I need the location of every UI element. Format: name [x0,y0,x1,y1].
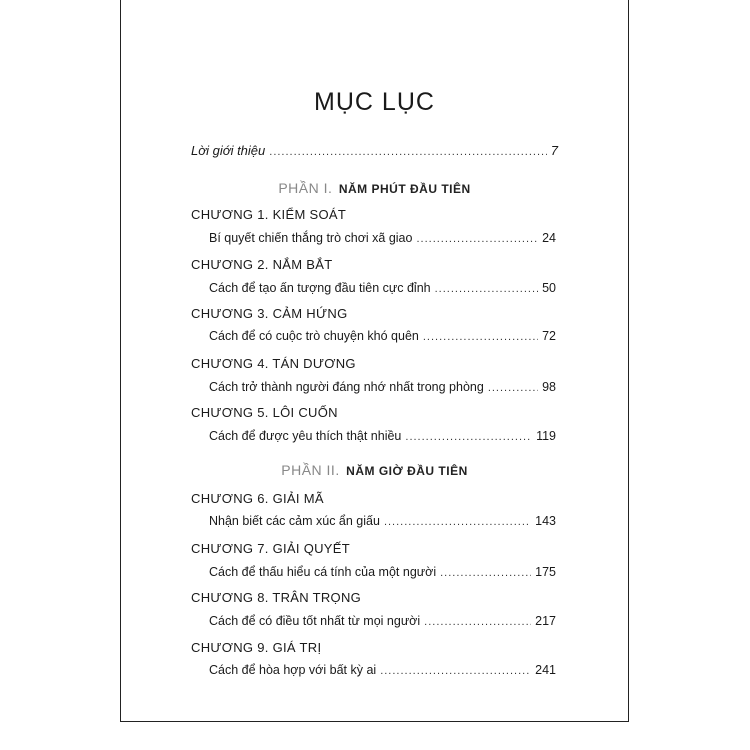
dot-leader [269,146,547,158]
toc-entry-label: Cách để có cuộc trò chuyện khó quên [209,329,419,343]
toc-entry [209,565,556,579]
dot-leader [423,331,538,343]
part-heading [121,462,628,480]
toc-entry-page: 217 [535,614,556,628]
toc-intro-entry [191,143,558,158]
toc-entry [209,663,556,677]
toc-entry-page: 50 [542,281,556,295]
toc-entry-label: Nhận biết các cảm xúc ẩn giấu [209,514,380,528]
toc-entry [209,429,556,443]
dot-leader [424,616,531,628]
dot-leader [416,233,538,245]
toc-entry-page: 24 [542,231,556,245]
toc-entry-label: Cách trở thành người đáng nhớ nhất trong phòng [209,380,484,394]
part-number: PHẦN I. [278,180,333,196]
part-name: NĂM PHÚT ĐẦU TIÊN [338,182,471,196]
chapter-title: CHƯƠNG 1. KIỂM SOÁT [191,207,347,222]
toc-entry-page: 119 [536,429,556,443]
chapter-title: CHƯƠNG 3. CẢM HỨNG [191,306,348,321]
toc-entry-page: 143 [535,514,556,528]
chapter-title: CHƯƠNG 6. GIẢI MÃ [191,491,324,506]
toc-entry-label: Bí quyết chiến thắng trò chơi xã giao [209,231,413,245]
part-name: NĂM GIỜ ĐẦU TIÊN [346,464,468,478]
chapter-title: CHƯƠNG 5. LÔI CUỐN [191,405,338,420]
toc-entry-label: Cách để được yêu thích thật nhiều [209,429,402,443]
toc-entry [209,514,556,528]
toc-entry-label: Cách để thấu hiểu cá tính của một người [209,565,437,579]
toc-entry-page: 175 [535,565,556,579]
chapter-title: CHƯƠNG 4. TÁN DƯƠNG [191,356,356,371]
chapter-title: CHƯƠNG 7. GIẢI QUYẾT [191,541,350,556]
dot-leader [384,516,531,528]
toc-entry-label: Cách để hòa hợp với bất kỳ ai [209,663,377,677]
toc-entry [209,281,556,295]
toc-intro-label: Lời giới thiệu [191,143,266,158]
toc-intro-page: 7 [550,143,558,158]
dot-leader [435,283,538,295]
part-heading [121,180,628,198]
dot-leader [440,567,531,579]
toc-entry-label: Cách để tạo ấn tượng đầu tiên cực đỉnh [209,281,431,295]
part-number: PHẦN II. [281,462,340,478]
toc-entry-page: 72 [542,329,556,343]
dot-leader [405,431,532,443]
chapter-title: CHƯƠNG 2. NẮM BẮT [191,257,333,272]
book-page [120,0,629,722]
dot-leader [488,382,538,394]
toc-entry-page: 241 [535,663,556,677]
page-title: MỤC LỤC [314,88,435,116]
toc-entry [209,380,556,394]
toc-entry-label: Cách để có điều tốt nhất từ mọi người [209,614,421,628]
dot-leader [380,665,531,677]
toc-entry [209,614,556,628]
chapter-title: CHƯƠNG 9. GIÁ TRỊ [191,640,322,655]
toc-entry-page: 98 [542,380,556,394]
toc-entry [209,329,556,343]
toc-entry [209,231,556,245]
chapter-title: CHƯƠNG 8. TRÂN TRỌNG [191,590,362,605]
